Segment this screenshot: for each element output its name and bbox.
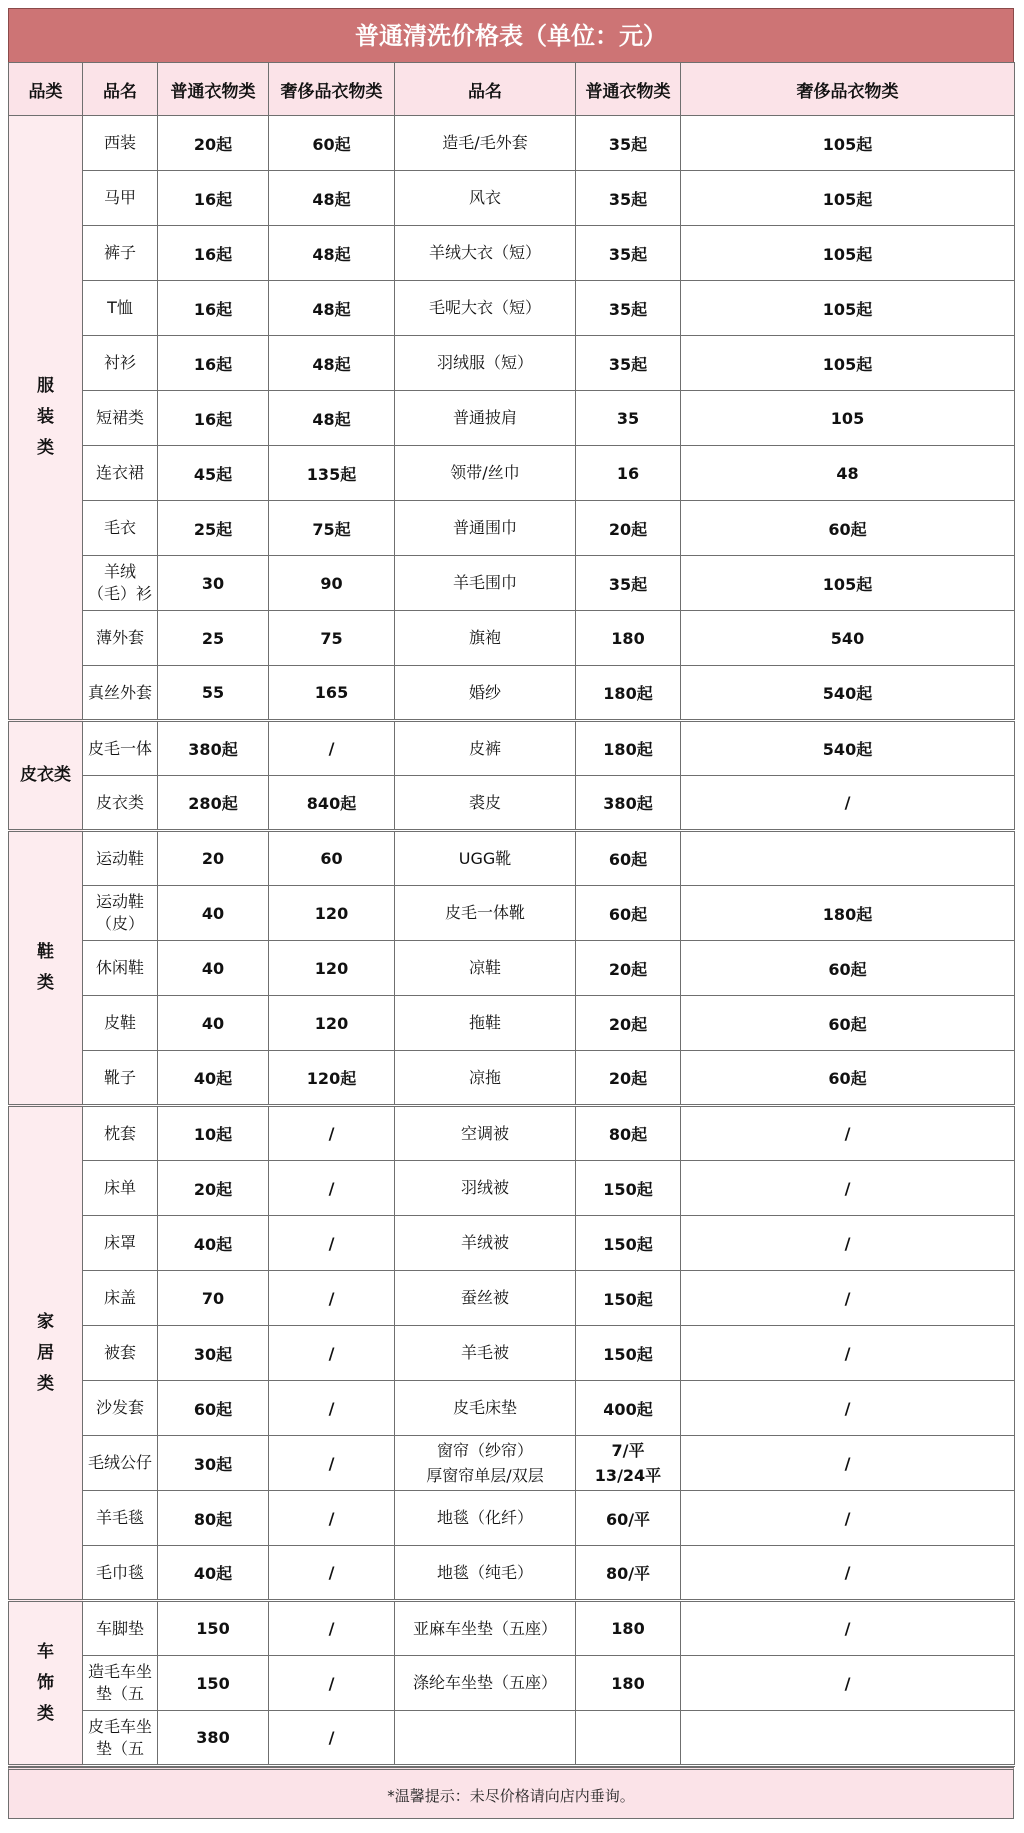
table-row (9, 996, 1015, 1051)
luxury-price-right: 105起 (681, 281, 1015, 336)
luxury-price-right: / (681, 776, 1015, 831)
luxury-price-left: 90 (269, 556, 395, 611)
regular-price-left: 30 (158, 556, 269, 611)
header-luxury-right: 奢侈品衣物类 (681, 63, 1015, 116)
regular-price-left: 16起 (158, 171, 269, 226)
table-row (9, 1546, 1015, 1601)
table-row (9, 1271, 1015, 1326)
regular-price-right: 150起 (576, 1216, 681, 1271)
luxury-price-right: / (681, 1546, 1015, 1601)
luxury-price-left: / (269, 1161, 395, 1216)
luxury-price-left: 165 (269, 666, 395, 721)
table-row (9, 1051, 1015, 1106)
regular-price-right: 20起 (576, 941, 681, 996)
item-left: 皮衣类 (83, 776, 158, 831)
item-left: 造毛车坐垫（五 (83, 1656, 158, 1711)
luxury-price-right: / (681, 1381, 1015, 1436)
regular-price-left: 25起 (158, 501, 269, 556)
luxury-price-right: 60起 (681, 941, 1015, 996)
item-left: 短裙类 (83, 391, 158, 446)
regular-price-right: 7/平 13/24平 (576, 1436, 681, 1491)
regular-price-left: 20起 (158, 1161, 269, 1216)
luxury-price-right: / (681, 1656, 1015, 1711)
table-row (9, 831, 1015, 886)
luxury-price-right: / (681, 1326, 1015, 1381)
regular-price-right: 60起 (576, 886, 681, 941)
regular-price-left: 40起 (158, 1051, 269, 1106)
price-sheet (8, 8, 1014, 1819)
regular-price-right: 180 (576, 1656, 681, 1711)
item-right: 毛呢大衣（短） (395, 281, 576, 336)
regular-price-left: 45起 (158, 446, 269, 501)
regular-price-right: 150起 (576, 1161, 681, 1216)
item-right: 风衣 (395, 171, 576, 226)
item-left: 皮毛一体 (83, 721, 158, 776)
luxury-price-left: 48起 (269, 391, 395, 446)
table-row (9, 281, 1015, 336)
regular-price-left: 60起 (158, 1381, 269, 1436)
category-cell: 车 饰 类 (9, 1601, 83, 1766)
footer-note: *温馨提示：未尽价格请向店内垂询。 (8, 1767, 1014, 1819)
table-row (9, 171, 1015, 226)
regular-price-right: 60起 (576, 831, 681, 886)
header-regular-left: 普通衣物类 (158, 63, 269, 116)
regular-price-right: 20起 (576, 1051, 681, 1106)
luxury-price-left: 75 (269, 611, 395, 666)
regular-price-right: 380起 (576, 776, 681, 831)
item-right: 凉拖 (395, 1051, 576, 1106)
item-right: 地毯（化纤） (395, 1491, 576, 1546)
table-body (9, 116, 1015, 1766)
item-right: 婚纱 (395, 666, 576, 721)
luxury-price-right: 540起 (681, 666, 1015, 721)
luxury-price-left: 120起 (269, 1051, 395, 1106)
item-right: 羽绒被 (395, 1161, 576, 1216)
item-right: 皮毛床垫 (395, 1381, 576, 1436)
regular-price-left: 150 (158, 1601, 269, 1656)
regular-price-left: 80起 (158, 1491, 269, 1546)
luxury-price-right (681, 831, 1015, 886)
regular-price-right: 35起 (576, 556, 681, 611)
regular-price-right: 35起 (576, 171, 681, 226)
table-row (9, 1436, 1015, 1491)
table-header-row (9, 63, 1015, 116)
regular-price-right: 35起 (576, 281, 681, 336)
regular-price-right: 150起 (576, 1326, 681, 1381)
regular-price-right: 80/平 (576, 1546, 681, 1601)
item-right: 羊绒被 (395, 1216, 576, 1271)
luxury-price-left: 135起 (269, 446, 395, 501)
regular-price-left: 280起 (158, 776, 269, 831)
item-left: 运动鞋（皮） (83, 886, 158, 941)
item-left: 裤子 (83, 226, 158, 281)
item-right: 凉鞋 (395, 941, 576, 996)
item-right: 普通披肩 (395, 391, 576, 446)
item-left: 床单 (83, 1161, 158, 1216)
header-category: 品类 (9, 63, 83, 116)
regular-price-left: 25 (158, 611, 269, 666)
luxury-price-right: 60起 (681, 501, 1015, 556)
regular-price-left: 20起 (158, 116, 269, 171)
regular-price-left: 150 (158, 1656, 269, 1711)
price-table (8, 62, 1015, 1767)
table-row (9, 1601, 1015, 1656)
category-cell: 鞋 类 (9, 831, 83, 1106)
header-item-right: 品名 (395, 63, 576, 116)
item-right: UGG靴 (395, 831, 576, 886)
luxury-price-left: 840起 (269, 776, 395, 831)
luxury-price-right: 540起 (681, 721, 1015, 776)
item-right: 羊毛围巾 (395, 556, 576, 611)
item-left: 毛绒公仔 (83, 1436, 158, 1491)
item-left: 皮毛车坐垫（五 (83, 1711, 158, 1766)
header-regular-right: 普通衣物类 (576, 63, 681, 116)
luxury-price-right: 60起 (681, 996, 1015, 1051)
luxury-price-right: 105起 (681, 336, 1015, 391)
regular-price-right: 180 (576, 1601, 681, 1656)
luxury-price-left: 48起 (269, 171, 395, 226)
table-row (9, 721, 1015, 776)
table-row (9, 1106, 1015, 1161)
regular-price-left: 20 (158, 831, 269, 886)
luxury-price-right: / (681, 1271, 1015, 1326)
regular-price-left: 40 (158, 886, 269, 941)
item-left: 被套 (83, 1326, 158, 1381)
table-row (9, 611, 1015, 666)
table-row (9, 1161, 1015, 1216)
category-cell: 服 装 类 (9, 116, 83, 721)
table-row (9, 446, 1015, 501)
item-right: 裘皮 (395, 776, 576, 831)
regular-price-left: 16起 (158, 336, 269, 391)
luxury-price-left: / (269, 1711, 395, 1766)
item-right: 领带/丝巾 (395, 446, 576, 501)
regular-price-left: 10起 (158, 1106, 269, 1161)
regular-price-left: 30起 (158, 1436, 269, 1491)
regular-price-right: 20起 (576, 996, 681, 1051)
regular-price-left: 16起 (158, 226, 269, 281)
item-right: 拖鞋 (395, 996, 576, 1051)
luxury-price-left: / (269, 1326, 395, 1381)
table-row (9, 1491, 1015, 1546)
luxury-price-right: 105起 (681, 171, 1015, 226)
item-right: 羽绒服（短） (395, 336, 576, 391)
category-cell: 皮衣类 (9, 721, 83, 831)
header-luxury-left: 奢侈品衣物类 (269, 63, 395, 116)
luxury-price-left: 120 (269, 996, 395, 1051)
regular-price-right: 35起 (576, 116, 681, 171)
item-left: 马甲 (83, 171, 158, 226)
luxury-price-right: / (681, 1491, 1015, 1546)
luxury-price-right: 105起 (681, 116, 1015, 171)
regular-price-right: 180起 (576, 721, 681, 776)
table-row (9, 1326, 1015, 1381)
regular-price-right: 400起 (576, 1381, 681, 1436)
table-row (9, 1711, 1015, 1766)
item-right: 皮裤 (395, 721, 576, 776)
regular-price-left: 40起 (158, 1216, 269, 1271)
luxury-price-left: 60起 (269, 116, 395, 171)
table-row (9, 666, 1015, 721)
item-right: 地毯（纯毛） (395, 1546, 576, 1601)
item-left: 皮鞋 (83, 996, 158, 1051)
luxury-price-left: / (269, 1491, 395, 1546)
table-row (9, 116, 1015, 171)
regular-price-right: 150起 (576, 1271, 681, 1326)
table-row (9, 941, 1015, 996)
luxury-price-right: 105起 (681, 226, 1015, 281)
item-left: 西装 (83, 116, 158, 171)
luxury-price-right: / (681, 1601, 1015, 1656)
regular-price-left: 40起 (158, 1546, 269, 1601)
table-row (9, 776, 1015, 831)
luxury-price-left: / (269, 1106, 395, 1161)
item-left: 床罩 (83, 1216, 158, 1271)
table-row (9, 226, 1015, 281)
table-row (9, 1381, 1015, 1436)
luxury-price-right: / (681, 1216, 1015, 1271)
item-left: 枕套 (83, 1106, 158, 1161)
item-right: 涤纶车坐垫（五座） (395, 1656, 576, 1711)
luxury-price-left: / (269, 1271, 395, 1326)
regular-price-right: 35 (576, 391, 681, 446)
luxury-price-left: 75起 (269, 501, 395, 556)
regular-price-left: 16起 (158, 391, 269, 446)
luxury-price-left: 60 (269, 831, 395, 886)
item-left: 衬衫 (83, 336, 158, 391)
regular-price-right: 35起 (576, 226, 681, 281)
item-right: 空调被 (395, 1106, 576, 1161)
luxury-price-right (681, 1711, 1015, 1766)
luxury-price-left: / (269, 721, 395, 776)
regular-price-right: 35起 (576, 336, 681, 391)
item-right: 亚麻车坐垫（五座） (395, 1601, 576, 1656)
regular-price-left: 380起 (158, 721, 269, 776)
luxury-price-left: / (269, 1216, 395, 1271)
item-left: 沙发套 (83, 1381, 158, 1436)
luxury-price-right: 105 (681, 391, 1015, 446)
luxury-price-right: 48 (681, 446, 1015, 501)
luxury-price-left: / (269, 1436, 395, 1491)
item-right: 羊绒大衣（短） (395, 226, 576, 281)
item-right (395, 1711, 576, 1766)
category-cell: 家 居 类 (9, 1106, 83, 1601)
luxury-price-left: / (269, 1381, 395, 1436)
regular-price-right (576, 1711, 681, 1766)
regular-price-left: 40 (158, 996, 269, 1051)
regular-price-right: 20起 (576, 501, 681, 556)
luxury-price-left: 120 (269, 941, 395, 996)
regular-price-left: 30起 (158, 1326, 269, 1381)
item-left: 薄外套 (83, 611, 158, 666)
luxury-price-right: 105起 (681, 556, 1015, 611)
regular-price-right: 80起 (576, 1106, 681, 1161)
regular-price-right: 180 (576, 611, 681, 666)
item-right: 窗帘（纱帘） 厚窗帘单层/双层 (395, 1436, 576, 1491)
item-left: 毛衣 (83, 501, 158, 556)
luxury-price-right: / (681, 1161, 1015, 1216)
luxury-price-right: 180起 (681, 886, 1015, 941)
page-title: 普通清洗价格表（单位：元） (8, 8, 1014, 62)
luxury-price-right: / (681, 1106, 1015, 1161)
regular-price-right: 180起 (576, 666, 681, 721)
item-right: 蚕丝被 (395, 1271, 576, 1326)
regular-price-left: 16起 (158, 281, 269, 336)
regular-price-right: 60/平 (576, 1491, 681, 1546)
table-row (9, 501, 1015, 556)
luxury-price-left: 48起 (269, 226, 395, 281)
luxury-price-left: 120 (269, 886, 395, 941)
luxury-price-left: 48起 (269, 281, 395, 336)
luxury-price-left: / (269, 1656, 395, 1711)
regular-price-right: 16 (576, 446, 681, 501)
luxury-price-left: 48起 (269, 336, 395, 391)
table-row (9, 336, 1015, 391)
item-right: 造毛/毛外套 (395, 116, 576, 171)
table-row (9, 1216, 1015, 1271)
header-item-left: 品名 (83, 63, 158, 116)
item-right: 普通围巾 (395, 501, 576, 556)
item-right: 羊毛被 (395, 1326, 576, 1381)
item-left: 真丝外套 (83, 666, 158, 721)
item-right: 旗袍 (395, 611, 576, 666)
item-left: 羊毛毯 (83, 1491, 158, 1546)
item-left: 靴子 (83, 1051, 158, 1106)
regular-price-left: 70 (158, 1271, 269, 1326)
table-row (9, 391, 1015, 446)
regular-price-left: 40 (158, 941, 269, 996)
luxury-price-left: / (269, 1601, 395, 1656)
item-left: T恤 (83, 281, 158, 336)
luxury-price-left: / (269, 1546, 395, 1601)
luxury-price-right: / (681, 1436, 1015, 1491)
item-left: 床盖 (83, 1271, 158, 1326)
item-left: 羊绒（毛）衫 (83, 556, 158, 611)
luxury-price-right: 540 (681, 611, 1015, 666)
table-row (9, 886, 1015, 941)
item-right: 皮毛一体靴 (395, 886, 576, 941)
table-row (9, 1656, 1015, 1711)
item-left: 连衣裙 (83, 446, 158, 501)
regular-price-left: 55 (158, 666, 269, 721)
item-left: 车脚垫 (83, 1601, 158, 1656)
item-left: 毛巾毯 (83, 1546, 158, 1601)
table-row (9, 556, 1015, 611)
luxury-price-right: 60起 (681, 1051, 1015, 1106)
item-left: 休闲鞋 (83, 941, 158, 996)
regular-price-left: 380 (158, 1711, 269, 1766)
item-left: 运动鞋 (83, 831, 158, 886)
